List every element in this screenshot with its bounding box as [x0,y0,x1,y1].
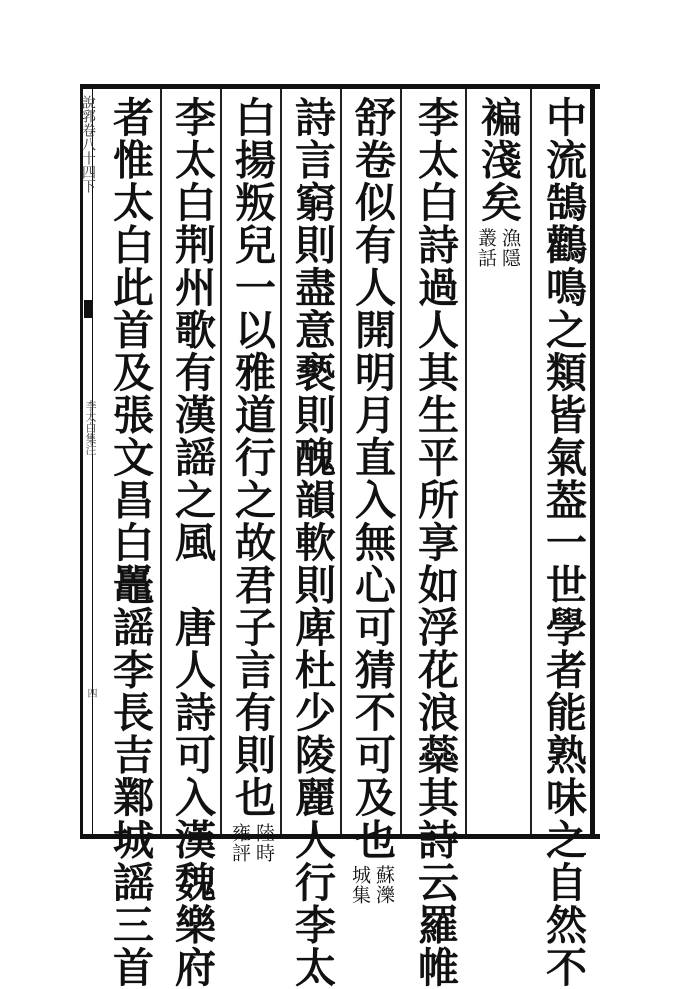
margin-book-title: 李太白集注 [84,400,97,455]
text-column-8 [102,96,158,989]
annotation-pair [350,865,394,905]
column-divider [340,89,342,834]
annotation-pair [230,823,274,863]
annotation-right: 蘇濼 [373,865,395,905]
frame-left-border [80,84,83,839]
column-text: 李太白詩過人其生平所享如浮花浪蘂其詩云羅帷 [411,96,459,989]
column-text: 李太白荆州歌有漢謡之風 唐人詩可入漢魏樂府 [168,96,216,989]
annotation-left: 城集 [349,865,371,905]
text-column-1 [535,96,591,989]
column-text: 中流鵠鸛鳴之類皆氣葢一世學者能熟味之自然不 [539,96,587,989]
annotation-right: 漁隱 [499,227,521,268]
text-column-3 [407,96,463,989]
text-column-6 [224,96,280,863]
annotation-left: 叢話 [475,227,497,268]
margin-page-mark: 四 [85,688,96,698]
column-divider [160,89,162,834]
margin-title: 說郛卷八十四下 [80,95,96,193]
column-text: 者惟太白此首及張文昌白鼉謡李長吉鄴城謡三首 [106,96,154,989]
column-divider [280,89,282,834]
column-text: 褊淺矣 [474,96,522,224]
column-divider [400,89,402,834]
column-text: 詩言窮則盡意褻則醜韻軟則庳杜少陵麗人行李太 [288,96,336,989]
column-divider [465,89,467,834]
text-column-2 [470,96,526,268]
annotation-right: 陸時 [253,822,275,863]
column-divider [530,89,532,834]
frame-bottom-border [80,834,600,839]
margin-fishtail-mark [84,300,93,318]
annotation-pair [476,228,520,268]
column-text: 白揚叛兒一以雅道行之故君子言有則也 [228,96,276,819]
text-column-7 [164,96,220,989]
annotation-left: 雍評 [229,822,251,863]
text-column-5 [284,96,340,989]
column-divider [220,89,222,834]
text-column-4 [344,96,400,905]
column-text: 舒卷似有人開明月直入無心可猜不可及也 [348,96,396,861]
